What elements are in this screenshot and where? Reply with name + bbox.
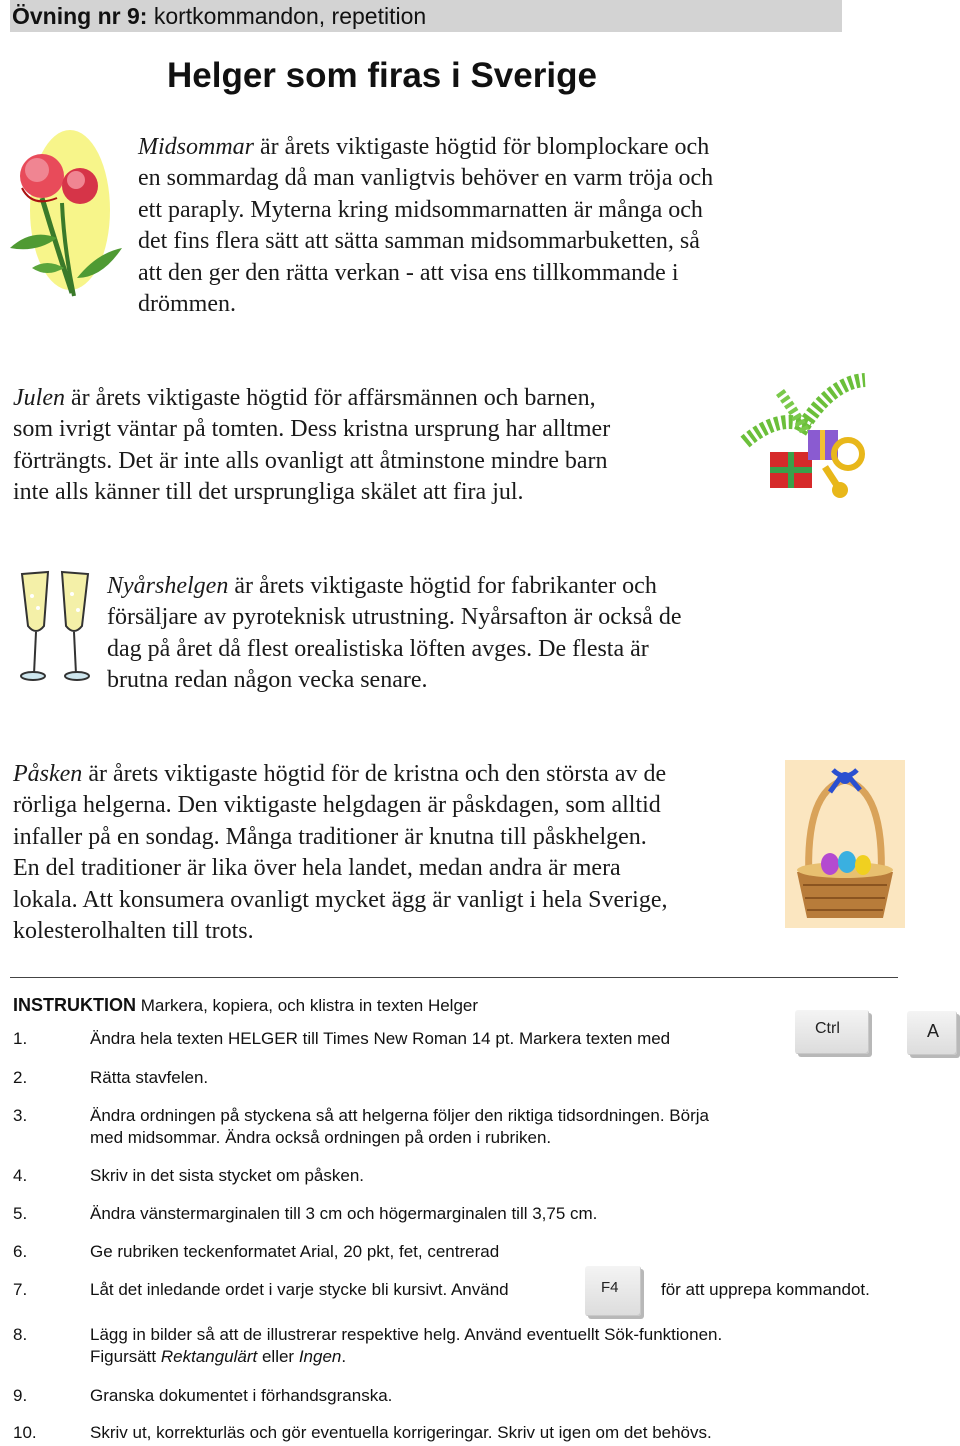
text-line: infaller på en sondag. Många traditioner är knutna till påskhelgen. xyxy=(13,823,647,850)
step-text: Lägg in bilder så att de illustrerar respektive helg. Använd eventuellt Sök-funktionen. xyxy=(90,1325,723,1344)
lead-word: Midsommar xyxy=(138,134,255,160)
text-line: förträngts. Det är inte alls ovanligt att åtminstone mindre barn xyxy=(13,447,608,474)
text-line: kolesterolhalten till trots. xyxy=(13,918,254,945)
step-text: Rätta stavfelen. xyxy=(90,1068,209,1087)
step-number: 3. xyxy=(13,1106,28,1125)
step-number: 9. xyxy=(13,1386,28,1405)
champagne-glasses-icon xyxy=(14,566,96,686)
text-line: en sommardag då man vanligtvis behöver en varm tröja och xyxy=(138,165,714,192)
text-span: . xyxy=(341,1347,347,1366)
easter-basket-icon xyxy=(785,760,905,928)
text-line: är årets viktigaste högtid for fabrikanter och xyxy=(228,573,657,599)
text-line: som ivrigt väntar på tomten. Dess kristna ursprung har alltmer xyxy=(13,416,611,443)
step-text: Ge rubriken teckenformatet Arial, 20 pkt, fet, centrerad xyxy=(90,1242,500,1261)
italic-term: Rektangulärt xyxy=(160,1347,258,1366)
text-span: eller xyxy=(257,1347,299,1366)
exercise-subtitle: kortkommandon, repetition xyxy=(147,3,427,29)
step-number: 6. xyxy=(13,1242,28,1261)
step-text: Skriv ut, korrekturläs och gör eventuella korrigeringar. Skriv ut igen om det behövs. xyxy=(90,1423,712,1442)
lead-word: Nyårshelgen xyxy=(107,573,229,599)
step-text: med midsommar. Ändra också ordningen på orden i rubriken. xyxy=(90,1128,552,1147)
text-line: dag på året då flest orealistiska löften avges. De flesta är xyxy=(107,635,649,662)
text-line: lokala. Att konsumera ovanligt mycket ägg är vanligt i hela Sverige, xyxy=(13,886,668,913)
italic-term: Ingen xyxy=(298,1347,342,1366)
step-number: 4. xyxy=(13,1166,28,1185)
divider xyxy=(10,977,898,978)
ctrl-key: Ctrl xyxy=(795,1010,869,1054)
text-line: är årets viktigaste högtid för de kristna och den största av de xyxy=(82,761,667,787)
step-number: 10. xyxy=(13,1423,37,1442)
text-line: rörliga helgerna. Den viktigaste helgdagen är påskdagen, som alltid xyxy=(13,792,661,819)
lead-word: Julen xyxy=(13,385,65,411)
lead-word: Påsken xyxy=(13,761,83,787)
paragraph-pasken xyxy=(13,759,773,947)
paragraph-nyar xyxy=(107,571,767,697)
exercise-header xyxy=(10,0,842,32)
paragraph-julen xyxy=(13,383,713,509)
step-text: Ändra hela texten HELGER till Times New Roman 14 pt. Markera texten med xyxy=(90,1029,671,1048)
text-line: är årets viktigaste högtid för blomplockare och xyxy=(254,134,710,160)
text-line: ett paraply. Myterna kring midsommarnatten är många och xyxy=(138,196,703,223)
text-line: är årets viktigaste högtid för affärsmännen och barnen, xyxy=(64,385,596,411)
text-line: En del traditioner är lika över hela landet, medan andra är mera xyxy=(13,855,621,882)
text-line: att den ger den rätta verkan - att visa ens tillkommande i xyxy=(138,259,679,286)
text-line: brutna redan någon vecka senare. xyxy=(107,667,428,694)
f4-key: F4 xyxy=(585,1266,641,1316)
text-line: det fins flera sätt att sätta samman midsommarbuketten, så xyxy=(138,228,700,255)
text-span: Figursätt xyxy=(90,1347,161,1366)
paragraph-midsommar xyxy=(138,132,808,320)
exercise-number: Övning nr 9: xyxy=(12,3,148,29)
step-number: 5. xyxy=(13,1204,28,1223)
step-number: 7. xyxy=(13,1280,28,1299)
step-text: Låt det inledande ordet i varje stycke bli kursivt. Använd xyxy=(90,1280,509,1299)
step-number: 8. xyxy=(13,1325,28,1344)
step-text: för att upprepa kommandot. xyxy=(661,1280,870,1299)
step-text: Skriv in det sista stycket om påsken. xyxy=(90,1166,364,1185)
text-line: inte alls känner till det ursprungliga skälet att fira jul. xyxy=(13,479,524,506)
instruction-label: INSTRUKTION xyxy=(13,995,136,1015)
step-text: Granska dokumentet i förhandsgranska. xyxy=(90,1386,393,1405)
rose-icon xyxy=(2,128,132,303)
step-number: 2. xyxy=(13,1068,28,1087)
a-key: A xyxy=(907,1011,957,1055)
text-line: försäljare av pyroteknisk utrustning. Nyårsafton är också de xyxy=(107,604,682,631)
step-number: 1. xyxy=(13,1029,28,1048)
text-line: drömmen. xyxy=(138,291,236,318)
instruction-description: Markera, kopiera, och klistra in texten Helger xyxy=(136,996,479,1015)
instruction-heading xyxy=(13,995,478,1016)
page-title: Helger som firas i Sverige xyxy=(167,56,597,95)
christmas-gifts-icon xyxy=(740,372,870,504)
step-text: Ändra ordningen på styckena så att helgerna följer den riktiga tidsordningen. Börja xyxy=(90,1106,709,1125)
step-text xyxy=(90,1346,346,1368)
step-text: Ändra vänstermarginalen till 3 cm och högermarginalen till 3,75 cm. xyxy=(90,1204,598,1223)
